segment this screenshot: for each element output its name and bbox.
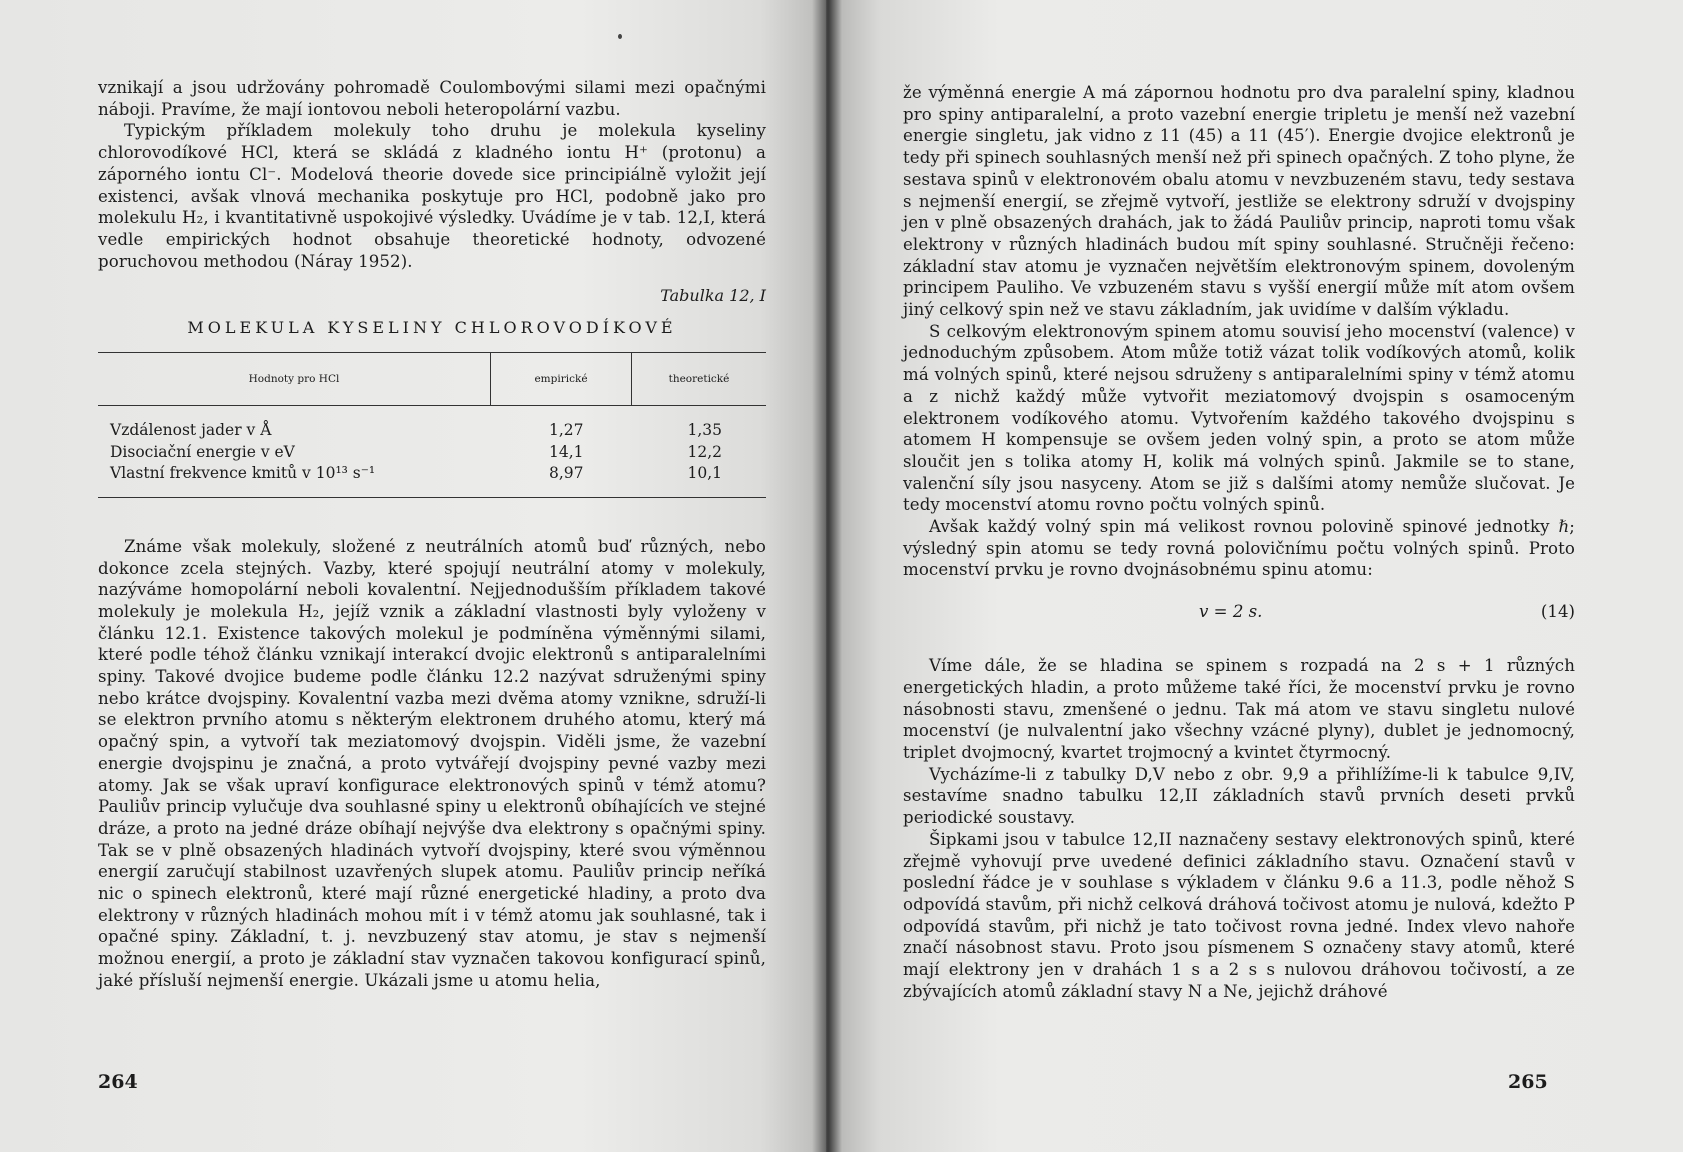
table-cell: 14,1 (548, 442, 584, 461)
right-paragraph-5: Vycházíme-li z tabulky D,V nebo z obr. 9,9 a přihlížíme-li k tabulce 9,IV, sestavíme snadno tabulku 12,II základních stavů prvních deseti prvků periodické soustavy. (903, 764, 1575, 828)
table-cell: Disociační energie v eV (110, 442, 295, 461)
equation-14 (903, 581, 1575, 639)
table-cell: Vlastní frekvence kmitů v 10¹³ s⁻¹ (98, 463, 491, 497)
equation-expression: v = 2 s. (1199, 602, 1263, 622)
right-text-column (903, 82, 1575, 1002)
table-row (98, 442, 766, 464)
left-paragraph-3: Známe však molekuly, složené z neutrálních atomů buď různých, nebo dokonce zcela stejných. Vazby, které spojují neutrální atomy v molekuly, nazýváme homopolární neboli kovalentní. Nejjednodušším příkladem takové molekuly je molekula H₂, jejíž vznik a základní vlastnosti byly vyloženy v článku 12.1. Existence takových molekul je podmíněna výměnnými silami, které podle téhož článku vznikají interakcí dvojic elektronů s antiparalelními spiny. Takové dvojice budeme podle článku 12.2 nazývat sdruženými spiny nebo krátce dvojspiny. Kovalentní vazba mezi dvěma atomy vznikne, sdruží-li se elektron prvního atomu s některým elektronem druhého atomu, který má opačný spin, a vytvoří tak meziatomový dvojspin. Viděli jsme, že vazební energie dvojspinu je značná, a proto vytvářejí dvojspiny pevné vazby mezi atomy. Jak se však upraví konfigurace elektronových spinů v témž atomu? Pauliův princip vylučuje dva souhlasné spiny u elektronů obíhajících ve stejné dráze, a proto na jedné dráze obíhají nejvýše dva elektrony s opačnými spiny. Tak se v plně obsazených hladinách vytvoří dvojspiny, které svou výměnnou energií zaručují stabilnost uzavřených slupek atomu. Pauliův princip neříká nic o spinech elektronů, které mají různé energetické hladiny, a proto dva elektrony v různých hladinách mohou mít i v témž atomu jak souhlasné, tak i opačné spiny. Základní, t. j. nevzbuzený stav atomu, je stav s nejmenší možnou energií, a proto je základní stav vyznačen takovou konfigurací spinů, jaké přísluší nejmenší energie. Ukázali jsme u atomu helia, (98, 536, 766, 990)
table-header-cell: theoretické (632, 353, 767, 406)
left-text-column (98, 77, 766, 992)
table-row (98, 463, 766, 497)
right-paragraph-2: S celkovým elektronovým spinem atomu souvisí jeho mocenství (valence) v jednoduchým způsobem. Atom může totiž vázat tolik vodíkových atomů, kolik má volných spinů, které nejsou sdruženy s antiparalelními spiny v témž atomu a z nichž každý může vytvořit meziatomový dvojspin s osamoceným elektronem vodíkového atomu. Vytvořením každého takového dvojspinu s atomem H kompensuje se ovšem jeden volný spin, a proto se atom může sloučit jen s tolika atomy H, kolik má volných spinů. Jakmile se to stane, valenční síly jsou nasyceny. Atom se již s dalšími atomy nemůže slučovat. Je tedy mocenství atomu rovno počtu volných spinů. (903, 321, 1575, 515)
table-cell: 10,1 (632, 463, 767, 497)
speck (618, 34, 622, 39)
equation-number: (14) (1540, 602, 1575, 622)
left-paragraph-2: Typickým příkladem molekuly toho druhu je molekula kyseliny chlorovodíkové HCl, která se skládá z kladného iontu H⁺ (protonu) a záporného iontu Cl⁻. Modelová theorie dovede sice principiálně vyložit její existenci, avšak vlnová mechanika poskytuje pro HCl, podobně jako pro molekulu H₂, i kvantitativně uspokojivé výsledky. Uvádíme je v tab. 12,I, která vedle empirických hodnot obsahuje theoretické hodnoty, odvozené poruchovou methodou (Náray 1952). (98, 121, 766, 271)
right-paragraph-1: že výměnná energie A má zápornou hodnotu pro dva paralelní spiny, kladnou pro spiny antiparalelní, a proto vazební energie tripletu je menší než vazební energie singletu, jak vidno z 11 (45) a 11 (45′). Energie dvojice elektronů je tedy při spinech souhlasných menší než při spinech opačných. Z toho plyne, že sestava spinů v elektronovém obalu atomu v nevzbuzeném stavu, tedy sestava s nejmenší energií, se zřejmě vytvoří, jestliže se elektrony sdruží v dvojspiny jen v plně obsazených drahách, jak to žádá Pauliův princip, naproti tomu však elektrony v různých hladinách budou mít spiny souhlasné. Stručněji řečeno: základní stav atomu je vyznačen největším elektronovým spinem, dovoleným principem Pauliho. Ve vzbuzeném stavu s vyšší energií může mít atom ovšem jiný celkový spin než ve stavu základním, jak uvidíme v dalším výkladu. (903, 83, 1575, 320)
table-cell: 12,2 (687, 442, 722, 461)
table-row (98, 406, 766, 442)
table-cell: Vzdálenost jader v Å (110, 421, 272, 440)
table-header-cell: Hodnoty pro HCl (98, 353, 491, 406)
table-cell: 8,97 (491, 463, 632, 497)
table-header-cell: empirické (491, 353, 632, 406)
page-number-left: 264 (98, 1071, 138, 1093)
left-page (0, 0, 826, 1152)
table-cell: 1,35 (687, 421, 722, 440)
table-cell: 1,27 (548, 421, 584, 440)
right-paragraph-6: Šipkami jsou v tabulce 12,II naznačeny sestavy elektronových spinů, které zřejmě vyhovují prve uvedené definici základního stavu. Označení stavů v poslední řádce je v souhlase s výkladem v článku 9.6 a 11.3, podle něhož S odpovídá stavům, při nichž celková dráhová točivost atomu je nulová, kdežto P odpovídá stavům, při nichž je tato točivost rovna jedné. Index vlevo nahoře značí násobnost stavu. Proto jsou písmenem S označeny stavy atomů, které mají elektrony jen v drahách 1 s a 2 s s nulovou dráhovou točivostí, a ze zbývajících atomů základní stavy N a Ne, jejichž dráhové (903, 829, 1575, 1001)
right-paragraph-3: Avšak každý volný spin má velikost rovnou polovině spinové jednotky ℏ; výsledný spin atomu se tedy rovná polovičnímu počtu volných spinů. Proto mocenství prvku je rovno dvojnásobnému spinu atomu: (903, 517, 1575, 580)
hcl-table (98, 352, 766, 498)
right-page (828, 0, 1683, 1152)
table-header-row (98, 353, 766, 406)
right-paragraph-4: Víme dále, že se hladina se spinem s rozpadá na 2 s + 1 různých energetických hladin, a proto můžeme také říci, že mocenství prvku je rovno násobnosti stavu, zmenšené o jednu. Tak má atom ve stavu singletu nulové mocenství (je nulvalentní jako všechny vzácné plyny), dublet je jednomocný, triplet dvojmocný, kvartet trojmocný a kvintet čtyrmocný. (903, 656, 1575, 762)
table-caption: Tabulka 12, I (660, 286, 766, 306)
left-paragraph-1: vznikají a jsou udržovány pohromadě Coulombovými silami mezi opačnými náboji. Pravíme, že mají iontovou neboli heteropolární vazbu. (98, 78, 766, 119)
table-title: MOLEKULA KYSELINY CHLOROVODÍKOVÉ (187, 318, 677, 338)
page-number-right: 265 (1508, 1071, 1548, 1093)
